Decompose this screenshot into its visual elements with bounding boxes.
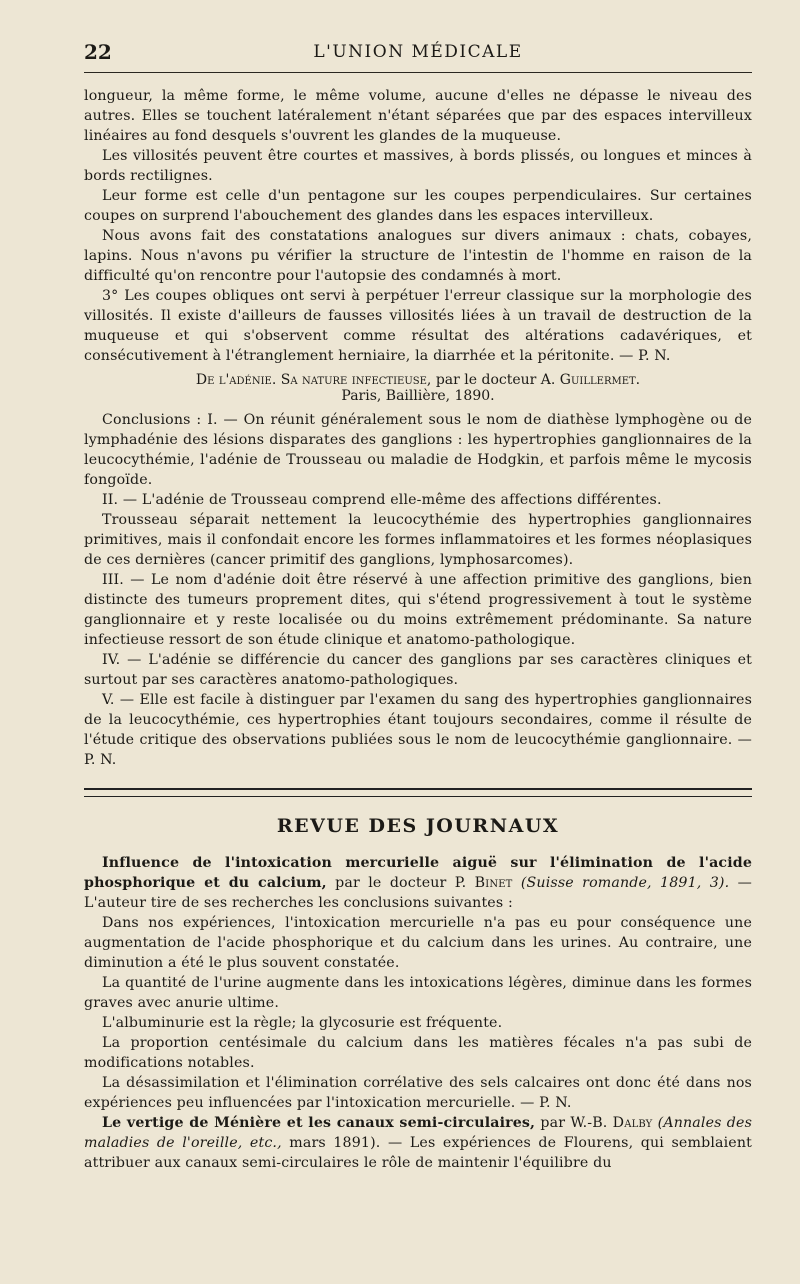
adenie-title: De l'adénie. Sa nature infectieuse, [195,372,432,388]
article-2-byline: par W.-B. [540,1115,608,1131]
adenie-paragraph-1: Conclusions : I. — On réunit généralement sous le nom de diathèse lymphogène ou de lymphadénie des lésions disparates des ganglions : les hypertrophies ganglionnaires de la leucocythémie, l'adénie de Trousseau ou maladie de Hodgkin, et parfois même le mycosis fongoïde. [84,412,752,488]
page-body [84,86,752,1173]
article-1-title: Influence de l'intoxication mercurielle aiguë sur l'élimination de l'acide phosphorique et du calcium, [84,855,752,891]
article-1-paragraph-3: L'albuminurie est la règle; la glycosurie est fréquente. [102,1015,503,1031]
article-1-source: (Suisse romande, 1891, 3). [520,875,730,891]
page-header [84,36,752,73]
adenie-paragraph-3: Trousseau séparait nettement la leucocythémie des hypertrophies ganglionnaires primitives, mais il confondait encore les formes inflammatoires et les formes néoplasiques de ces dernières (cancer primitif des ganglions, lymphosarcomes). [84,512,752,568]
adenie-paragraph-4: III. — Le nom d'adénie doit être réservé à une affection primitive des ganglions, bien distincte des tumeurs proprement dites, qui s'étend progressivement à tout le système ganglionnaire et y reste localisée ou du moins extrêmement prédominante. Sa nature infectieuse ressort de son étude clinique et anatomo-pathologique. [84,572,752,648]
article-2-lead [84,1113,752,1173]
article-1-lead [84,853,752,913]
adenie-author-prefix: par le docteur A. [435,372,556,388]
villosites-paragraph-1: longueur, la même forme, le même volume, aucune d'elles ne dépasse le niveau des autres. Elles se touchent latéralement n'étant séparées que par des espaces intervilleux linéaires au fond desquels s'ouvrent les glandes de la muqueuse. [84,88,752,144]
adenie-paragraph-2: II. — L'adénie de Trousseau comprend elle-même des affections différentes. [102,492,662,508]
adenie-publisher: Paris, Baillière, 1890. [341,388,495,404]
adenie-bibliography [84,372,752,404]
article-2-date: mars 1891). [289,1135,381,1151]
article-1-intro: — L'auteur tire de ses recherches les conclusions suivantes : [84,875,752,911]
article-1-paragraph-2: La quantité de l'urine augmente dans les intoxications légères, diminue dans les formes graves avec anurie ultime. [84,975,752,1011]
villosites-paragraph-3: Leur forme est celle d'un pentagone sur les coupes perpendiculaires. Sur certaines coupes on surprend l'abouchement des glandes dans les espaces intervilleux. [84,188,752,224]
section-heading: REVUE DES JOURNAUX [276,815,560,837]
article-2-author: Dalby [612,1115,653,1131]
villosites-paragraph-2: Les villosités peuvent être courtes et massives, à bords plissés, ou longues et minces à bords rectilignes. [84,148,752,184]
article-1-paragraph-5: La désassimilation et l'élimination corrélative des sels calcaires ont donc été dans nos expériences peu influencées par l'intoxication mercurielle. — P. N. [84,1075,752,1111]
adenie-paragraph-6: V. — Elle est facile à distinguer par l'examen du sang des hypertrophies ganglionnaires de la leucocythémie, ces hypertrophies étant toujours secondaires, comme il résulte de l'étude critique des observations publiées sous le nom de leucocythémie ganglionnaire. — P. N. [84,692,752,768]
article-2-source: (Annales des maladies de l'oreille, etc., [84,1115,752,1151]
article-2-title: Le vertige de Ménière et les canaux semi-circulaires, [102,1115,536,1131]
article-1-author: Binet [474,875,513,891]
article-2-text: — Les expériences de Flourens, qui semblaient attribuer aux canaux semi-circulaires le rôle de maintenir l'équilibre du [84,1135,752,1171]
article-1-paragraph-4: La proportion centésimale du calcium dans les matières fécales n'a pas subi de modifications notables. [84,1035,752,1071]
article-1-byline: par le docteur P. [335,875,467,891]
page-number: 22 [84,40,112,64]
running-head: L'UNION MÉDICALE [313,42,523,62]
adenie-author: Guillermet. [559,372,641,388]
adenie-paragraph-5: IV. — L'adénie se différencie du cancer des ganglions par ses caractères cliniques et surtout par ses caractères anatomo-pathologiques. [84,652,752,688]
article-1-paragraph-1: Dans nos expériences, l'intoxication mercurielle n'a pas eu pour conséquence une augmentation de l'acide phosphorique et du calcium dans les urines. Au contraire, une diminution a été le plus souvent constatée. [84,915,752,971]
villosites-paragraph-4: Nous avons fait des constatations analogues sur divers animaux : chats, cobayes, lapins. Nous n'avons pu vérifier la structure de l'intestin de l'homme en raison de la difficulté qu'on rencontre pour l'autopsie des condamnés à mort. [84,228,752,284]
section-divider [84,788,752,797]
villosites-paragraph-5: 3° Les coupes obliques ont servi à perpétuer l'erreur classique sur la morphologie des villosités. Il existe d'ailleurs de fausses villosités liées à un travail de destruction de la muqueuse et qui s'observent comme résultat des altérations cadavériques, et consécutivement à l'étranglement herniaire, la diarrhée et la péritonite. — P. N. [84,288,752,364]
